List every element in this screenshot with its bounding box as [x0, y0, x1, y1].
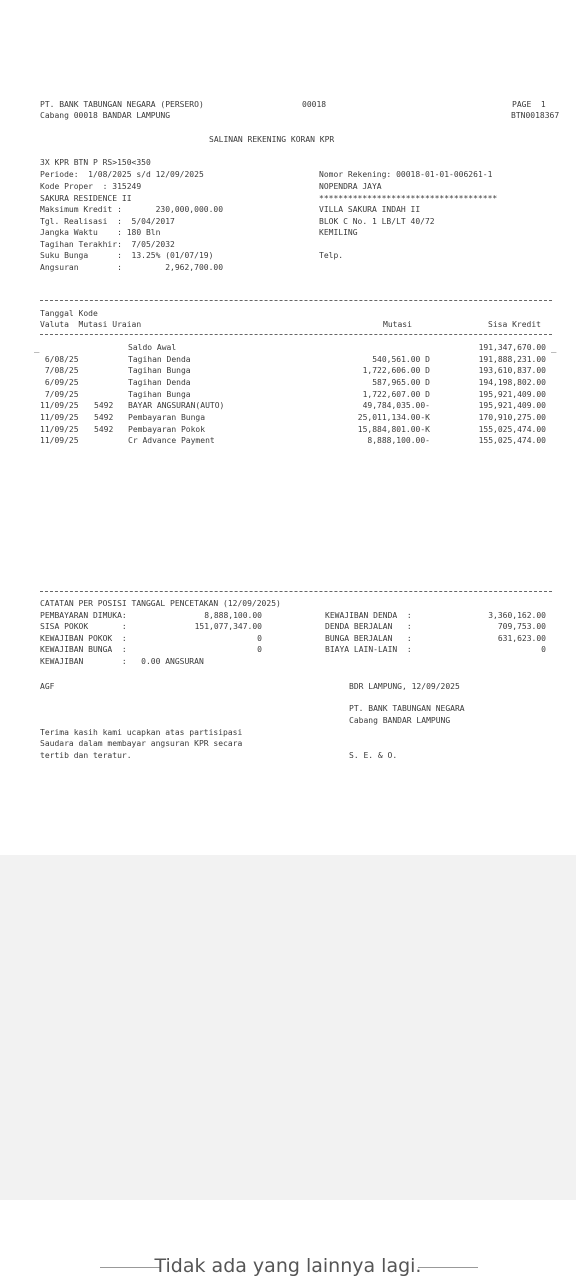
table-head-row2: Valuta Mutasi Uraian	[40, 320, 142, 329]
bank-name: PT. BANK TABUNGAN NEGARA (PERSERO)	[40, 100, 204, 109]
note-value: 709,753.00	[497, 622, 546, 631]
row-date: 11/09/25	[40, 436, 79, 445]
row-code: 5492	[94, 413, 114, 422]
address-line-3: KEMILING	[319, 228, 358, 237]
realization-line: Tgl. Realisasi : 5/04/2017	[40, 217, 175, 226]
note-label: DENDA BERJALAN :	[325, 622, 412, 631]
place-date: BDR LAMPUNG, 12/09/2025	[349, 682, 460, 691]
kewajiban-line: KEWAJIBAN : 0.00 ANGSURAN	[40, 657, 204, 666]
row-sisa-kredit: 193,610,837.00	[478, 366, 546, 375]
period-line: Periode: 1/08/2025 s/d 12/09/2025	[40, 170, 204, 179]
row-marker-left: _	[34, 344, 40, 354]
property-code-line: Kode Proper : 315249	[40, 182, 142, 191]
signature-bank: PT. BANK TABUNGAN NEGARA	[349, 704, 465, 713]
thanks-line-2: Saudara dalam membayar angsuran KPR secara	[40, 739, 243, 748]
seo-note: S. E. & O.	[349, 751, 398, 760]
note-label: KEWAJIBAN DENDA :	[325, 611, 412, 620]
row-date: 6/09/25	[40, 378, 79, 387]
notes-title: CATATAN PER POSISI TANGGAL PENCETAKAN (12/09/2025)	[40, 599, 281, 608]
telephone-label: Telp.	[319, 251, 344, 260]
note-value: 151,077,347.00	[194, 622, 262, 631]
thanks-line-3: tertib dan teratur.	[40, 751, 132, 760]
row-mutasi: 15,884,801.00-K	[357, 425, 430, 434]
divider	[40, 334, 552, 335]
interest-line: Suku Bunga : 13.25% (01/07/19)	[40, 251, 214, 260]
divider	[40, 300, 552, 301]
masked-line: *************************************	[319, 194, 498, 203]
row-description: Saldo Awal	[128, 343, 177, 352]
installment-line: Angsuran : 2,962,700.00	[40, 263, 224, 272]
row-sisa-kredit: 170,910,275.00	[478, 413, 546, 422]
row-sisa-kredit: 195,921,409.00	[478, 390, 546, 399]
signature-branch: Cabang BANDAR LAMPUNG	[349, 716, 451, 725]
max-credit-line: Maksimum Kredit : 230,000,000.00	[40, 205, 224, 214]
term-line: Jangka Waktu : 180 Bln	[40, 228, 161, 237]
note-label: KEWAJIBAN BUNGA :	[40, 645, 127, 654]
note-value: 8,888,100.00	[204, 611, 262, 620]
row-mutasi: 25,011,134.00-K	[357, 413, 430, 422]
row-description: Tagihan Denda	[128, 355, 191, 364]
row-description: Cr Advance Payment	[128, 436, 215, 445]
page-number: PAGE 1	[512, 100, 546, 109]
row-mutasi: 49,784,035.00-	[362, 401, 430, 410]
row-marker-right: _	[551, 344, 557, 354]
note-value: 0	[257, 645, 262, 654]
row-date: 7/08/25	[40, 366, 79, 375]
table-head-row1: Tanggal Kode	[40, 309, 98, 318]
row-mutasi: 8,888,100.00-	[367, 436, 430, 445]
note-value: 3,360,162.00	[488, 611, 546, 620]
address-line-2: BLOK C No. 1 LB/LT 40/72	[319, 217, 435, 226]
row-description: Tagihan Bunga	[128, 390, 191, 399]
note-label: SISA POKOK :	[40, 622, 127, 631]
divider	[40, 591, 552, 592]
row-code: 5492	[94, 425, 114, 434]
row-sisa-kredit: 194,198,802.00	[478, 378, 546, 387]
note-value: 631,623.00	[497, 634, 546, 643]
row-sisa-kredit: 155,025,474.00	[478, 425, 546, 434]
row-description: Tagihan Denda	[128, 378, 191, 387]
row-sisa-kredit: 195,921,409.00	[478, 401, 546, 410]
row-sisa-kredit: 191,347,670.00	[478, 343, 546, 352]
document-title: SALINAN REKENING KORAN KPR	[209, 135, 335, 144]
document-ref: BTN0018367	[511, 111, 560, 120]
note-label: BUNGA BERJALAN :	[325, 634, 412, 643]
column-mutasi: Mutasi	[383, 320, 412, 329]
row-date: 11/09/25	[40, 425, 79, 434]
last-bill-line: Tagihan Terakhir: 7/05/2032	[40, 240, 175, 249]
row-date: 11/09/25	[40, 413, 79, 422]
thanks-line-1: Terima kasih kami ucapkan atas partisipasi	[40, 728, 243, 737]
account-number: Nomor Rekening: 00018-01-01-006261-1	[319, 170, 493, 179]
branch-code: 00018	[302, 100, 327, 109]
note-value: 0	[541, 645, 546, 654]
column-sisa-kredit: Sisa Kredit	[488, 320, 541, 329]
row-date: 6/08/25	[40, 355, 79, 364]
row-sisa-kredit: 155,025,474.00	[478, 436, 546, 445]
note-label: KEWAJIBAN POKOK :	[40, 634, 127, 643]
row-mutasi: 540,561.00 D	[372, 355, 430, 364]
note-label: BIAYA LAIN-LAIN :	[325, 645, 412, 654]
branch-name: Cabang 00018 BANDAR LAMPUNG	[40, 111, 171, 120]
row-sisa-kredit: 191,888,231.00	[478, 355, 546, 364]
empty-area	[0, 855, 576, 1200]
address-line-1: VILLA SAKURA INDAH II	[319, 205, 421, 214]
row-description: Tagihan Bunga	[128, 366, 191, 375]
row-mutasi: 1,722,606.00 D	[362, 366, 430, 375]
note-value: 0	[257, 634, 262, 643]
customer-name: NOPENDRA JAYA	[319, 182, 382, 191]
residence-line: SAKURA RESIDENCE II	[40, 194, 132, 203]
row-description: Pembayaran Pokok	[128, 425, 206, 434]
row-mutasi: 1,722,607.00 D	[362, 390, 430, 399]
note-label: PEMBAYARAN DIMUKA:	[40, 611, 127, 620]
row-description: BAYAR ANGSURAN(AUTO)	[128, 401, 225, 410]
end-of-list-message: Tidak ada yang lainnya lagi.	[154, 1255, 422, 1277]
row-mutasi: 587,965.00 D	[372, 378, 430, 387]
product-line: 3X KPR BTN P RS>150<350	[40, 158, 151, 167]
row-date: 11/09/25	[40, 401, 79, 410]
agf-label: AGF	[40, 682, 55, 691]
row-description: Pembayaran Bunga	[128, 413, 206, 422]
row-code: 5492	[94, 401, 114, 410]
row-date: 7/09/25	[40, 390, 79, 399]
